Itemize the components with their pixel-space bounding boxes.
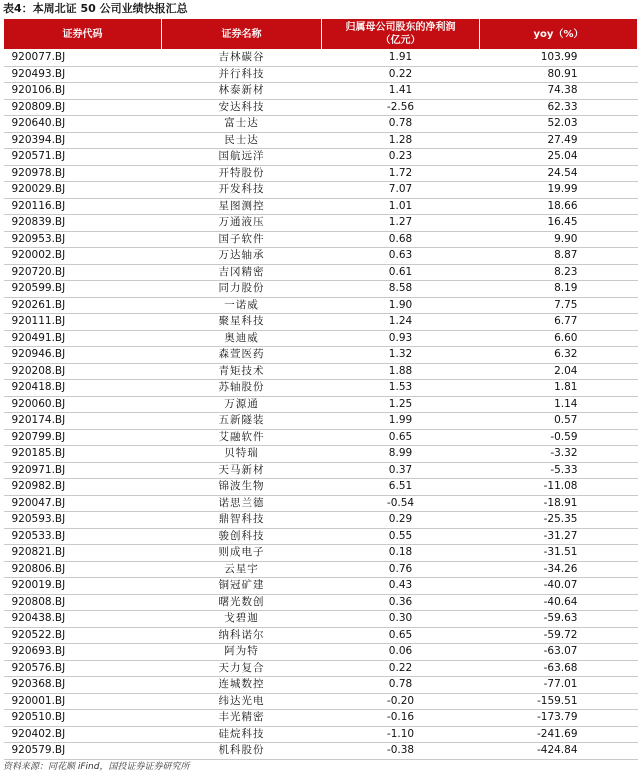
table-row (4, 743, 638, 760)
cell-code: 920402.BJ (4, 726, 162, 743)
cell-yoy: 8.87 (480, 248, 638, 265)
cell-code: 920799.BJ (4, 429, 162, 446)
table-row (4, 528, 638, 545)
cell-profit: 1.88 (322, 363, 480, 380)
cell-yoy: 1.14 (480, 396, 638, 413)
table-row (4, 545, 638, 562)
table-row (4, 627, 638, 644)
cell-profit: 0.65 (322, 429, 480, 446)
cell-name: 富士达 (162, 116, 322, 133)
cell-yoy: -18.91 (480, 495, 638, 512)
cell-name: 星图测控 (162, 198, 322, 215)
table-row (4, 413, 638, 430)
cell-code: 920185.BJ (4, 446, 162, 463)
cell-yoy: -3.32 (480, 446, 638, 463)
cell-code: 920077.BJ (4, 50, 162, 67)
cell-yoy: 2.04 (480, 363, 638, 380)
cell-yoy: -40.64 (480, 594, 638, 611)
cell-code: 920808.BJ (4, 594, 162, 611)
cell-yoy: 0.57 (480, 413, 638, 430)
cell-name: 骏创科技 (162, 528, 322, 545)
cell-profit: -0.54 (322, 495, 480, 512)
cell-name: 阿为特 (162, 644, 322, 661)
table-row (4, 314, 638, 331)
cell-code: 920111.BJ (4, 314, 162, 331)
cell-yoy: 103.99 (480, 50, 638, 67)
table-row (4, 561, 638, 578)
cell-code: 920208.BJ (4, 363, 162, 380)
cell-name: 一诺威 (162, 297, 322, 314)
cell-yoy: 8.19 (480, 281, 638, 298)
cell-profit: 1.28 (322, 132, 480, 149)
cell-profit: -2.56 (322, 99, 480, 116)
cell-profit: 1.91 (322, 50, 480, 67)
cell-profit: 0.68 (322, 231, 480, 248)
cell-name: 则成电子 (162, 545, 322, 562)
cell-name: 戈碧迦 (162, 611, 322, 628)
cell-yoy: -424.84 (480, 743, 638, 760)
cell-name: 苏轴股份 (162, 380, 322, 397)
cell-code: 920599.BJ (4, 281, 162, 298)
table-row (4, 165, 638, 182)
cell-yoy: 80.91 (480, 66, 638, 83)
table-row (4, 50, 638, 67)
table-row (4, 83, 638, 100)
cell-name: 聚星科技 (162, 314, 322, 331)
cell-yoy: 1.81 (480, 380, 638, 397)
cell-name: 并行科技 (162, 66, 322, 83)
cell-profit: 1.90 (322, 297, 480, 314)
table-row (4, 132, 638, 149)
table-row (4, 330, 638, 347)
cell-profit: -1.10 (322, 726, 480, 743)
cell-name: 天马新材 (162, 462, 322, 479)
cell-code: 920368.BJ (4, 677, 162, 694)
cell-yoy: 6.77 (480, 314, 638, 331)
cell-code: 920693.BJ (4, 644, 162, 661)
table-row (4, 479, 638, 496)
cell-profit: 0.22 (322, 66, 480, 83)
cell-yoy: 25.04 (480, 149, 638, 166)
cell-code: 920640.BJ (4, 116, 162, 133)
cell-yoy: -173.79 (480, 710, 638, 727)
cell-name: 纳科诺尔 (162, 627, 322, 644)
cell-code: 920060.BJ (4, 396, 162, 413)
cell-name: 国子软件 (162, 231, 322, 248)
cell-profit: 0.93 (322, 330, 480, 347)
cell-yoy: 52.03 (480, 116, 638, 133)
cell-profit: 0.18 (322, 545, 480, 562)
cell-name: 万达轴承 (162, 248, 322, 265)
cell-yoy: 18.66 (480, 198, 638, 215)
cell-code: 920821.BJ (4, 545, 162, 562)
table-row (4, 297, 638, 314)
cell-profit: 6.51 (322, 479, 480, 496)
cell-profit: 0.29 (322, 512, 480, 529)
cell-code: 920438.BJ (4, 611, 162, 628)
table-row (4, 396, 638, 413)
cell-code: 920946.BJ (4, 347, 162, 364)
cell-profit: 0.63 (322, 248, 480, 265)
cell-name: 开发科技 (162, 182, 322, 199)
cell-code: 920978.BJ (4, 165, 162, 182)
cell-profit: 0.37 (322, 462, 480, 479)
cell-code: 920806.BJ (4, 561, 162, 578)
cell-name: 万源通 (162, 396, 322, 413)
cell-profit: 8.58 (322, 281, 480, 298)
table-row (4, 363, 638, 380)
cell-code: 920493.BJ (4, 66, 162, 83)
cell-profit: 0.43 (322, 578, 480, 595)
cell-code: 920002.BJ (4, 248, 162, 265)
table-row (4, 512, 638, 529)
cell-name: 森萱医药 (162, 347, 322, 364)
cell-profit: 0.30 (322, 611, 480, 628)
cell-name: 开特股份 (162, 165, 322, 182)
cell-code: 920491.BJ (4, 330, 162, 347)
cell-profit: 1.27 (322, 215, 480, 232)
cell-profit: -0.16 (322, 710, 480, 727)
cell-profit: 0.55 (322, 528, 480, 545)
cell-code: 920971.BJ (4, 462, 162, 479)
cell-name: 青矩技术 (162, 363, 322, 380)
table-row (4, 726, 638, 743)
cell-name: 安达科技 (162, 99, 322, 116)
cell-profit: 0.61 (322, 264, 480, 281)
cell-name: 同力股份 (162, 281, 322, 298)
cell-name: 铜冠矿建 (162, 578, 322, 595)
cell-profit: 7.07 (322, 182, 480, 199)
cell-name: 锦波生物 (162, 479, 322, 496)
cell-profit: -0.20 (322, 693, 480, 710)
cell-yoy: 74.38 (480, 83, 638, 100)
cell-profit: 1.53 (322, 380, 480, 397)
cell-name: 天力复合 (162, 660, 322, 677)
cell-yoy: 7.75 (480, 297, 638, 314)
table-row (4, 380, 638, 397)
table-row (4, 446, 638, 463)
source-note: 资料来源：同花顺 iFind，国投证券证券研究所 (3, 762, 190, 772)
table-row (4, 281, 638, 298)
earnings-table (3, 18, 638, 760)
cell-profit: 0.78 (322, 677, 480, 694)
cell-code: 920593.BJ (4, 512, 162, 529)
table-row (4, 660, 638, 677)
cell-profit: 1.32 (322, 347, 480, 364)
cell-profit: 1.41 (322, 83, 480, 100)
cell-yoy: 27.49 (480, 132, 638, 149)
header-profit: 归属母公司股东的净利润 （亿元） (322, 19, 480, 50)
cell-code: 920533.BJ (4, 528, 162, 545)
cell-yoy: 6.60 (480, 330, 638, 347)
cell-code: 920394.BJ (4, 132, 162, 149)
cell-yoy: -241.69 (480, 726, 638, 743)
table-row (4, 644, 638, 661)
cell-profit: 1.99 (322, 413, 480, 430)
cell-name: 机科股份 (162, 743, 322, 760)
cell-name: 民士达 (162, 132, 322, 149)
cell-yoy: -63.07 (480, 644, 638, 661)
cell-yoy: -11.08 (480, 479, 638, 496)
table-row (4, 677, 638, 694)
cell-yoy: 6.32 (480, 347, 638, 364)
cell-code: 920510.BJ (4, 710, 162, 727)
cell-code: 920839.BJ (4, 215, 162, 232)
cell-code: 920001.BJ (4, 693, 162, 710)
cell-code: 920953.BJ (4, 231, 162, 248)
cell-yoy: 8.23 (480, 264, 638, 281)
cell-code: 920019.BJ (4, 578, 162, 595)
table-row (4, 215, 638, 232)
cell-code: 920720.BJ (4, 264, 162, 281)
cell-code: 920418.BJ (4, 380, 162, 397)
table-row (4, 198, 638, 215)
cell-name: 国航远洋 (162, 149, 322, 166)
table-row (4, 116, 638, 133)
cell-yoy: -34.26 (480, 561, 638, 578)
cell-yoy: -0.59 (480, 429, 638, 446)
cell-name: 诺思兰德 (162, 495, 322, 512)
cell-name: 纬达光电 (162, 693, 322, 710)
cell-name: 奥迪威 (162, 330, 322, 347)
cell-code: 920106.BJ (4, 83, 162, 100)
cell-profit: 0.23 (322, 149, 480, 166)
cell-yoy: 24.54 (480, 165, 638, 182)
cell-name: 五新隧装 (162, 413, 322, 430)
cell-yoy: -40.07 (480, 578, 638, 595)
cell-code: 920174.BJ (4, 413, 162, 430)
table-row (4, 693, 638, 710)
cell-name: 云星宇 (162, 561, 322, 578)
table-row (4, 264, 638, 281)
cell-code: 920029.BJ (4, 182, 162, 199)
cell-profit: 0.65 (322, 627, 480, 644)
table-row (4, 594, 638, 611)
table-row (4, 462, 638, 479)
cell-profit: 1.72 (322, 165, 480, 182)
header-yoy: yoy（%） (480, 19, 638, 50)
cell-code: 920116.BJ (4, 198, 162, 215)
table-row (4, 248, 638, 265)
header-code: 证券代码 (4, 19, 162, 50)
cell-name: 连城数控 (162, 677, 322, 694)
cell-profit: 1.01 (322, 198, 480, 215)
table-caption: 表4：本周北证 50 公司业绩快报汇总 (3, 2, 188, 15)
cell-yoy: 16.45 (480, 215, 638, 232)
table-row (4, 611, 638, 628)
cell-profit: 8.99 (322, 446, 480, 463)
cell-code: 920571.BJ (4, 149, 162, 166)
table-body (4, 50, 638, 760)
cell-profit: 1.24 (322, 314, 480, 331)
cell-name: 硅烷科技 (162, 726, 322, 743)
cell-name: 万通液压 (162, 215, 322, 232)
table-row (4, 66, 638, 83)
cell-yoy: -31.27 (480, 528, 638, 545)
cell-name: 曙光数创 (162, 594, 322, 611)
cell-profit: 0.76 (322, 561, 480, 578)
cell-profit: 0.36 (322, 594, 480, 611)
cell-name: 吉林碳谷 (162, 50, 322, 67)
cell-yoy: -159.51 (480, 693, 638, 710)
table-header (4, 19, 638, 50)
table-row (4, 429, 638, 446)
cell-profit: 0.06 (322, 644, 480, 661)
cell-profit: 0.78 (322, 116, 480, 133)
cell-code: 920576.BJ (4, 660, 162, 677)
table-row (4, 495, 638, 512)
cell-yoy: -77.01 (480, 677, 638, 694)
cell-profit: 0.22 (322, 660, 480, 677)
cell-name: 林泰新材 (162, 83, 322, 100)
cell-yoy: 9.90 (480, 231, 638, 248)
cell-name: 艾融软件 (162, 429, 322, 446)
cell-yoy: -59.63 (480, 611, 638, 628)
header-name: 证券名称 (162, 19, 322, 50)
cell-name: 吉冈精密 (162, 264, 322, 281)
cell-name: 鼎智科技 (162, 512, 322, 529)
table-row (4, 149, 638, 166)
cell-name: 丰光精密 (162, 710, 322, 727)
table-row (4, 182, 638, 199)
cell-code: 920522.BJ (4, 627, 162, 644)
cell-profit: 1.25 (322, 396, 480, 413)
cell-code: 920047.BJ (4, 495, 162, 512)
cell-yoy: 19.99 (480, 182, 638, 199)
table-row (4, 99, 638, 116)
table-row (4, 347, 638, 364)
cell-yoy: 62.33 (480, 99, 638, 116)
cell-yoy: -59.72 (480, 627, 638, 644)
table-row (4, 578, 638, 595)
cell-code: 920261.BJ (4, 297, 162, 314)
cell-yoy: -31.51 (480, 545, 638, 562)
table-row (4, 710, 638, 727)
cell-code: 920982.BJ (4, 479, 162, 496)
cell-yoy: -63.68 (480, 660, 638, 677)
cell-name: 贝特瑞 (162, 446, 322, 463)
cell-yoy: -5.33 (480, 462, 638, 479)
cell-yoy: -25.35 (480, 512, 638, 529)
table-row (4, 231, 638, 248)
cell-code: 920579.BJ (4, 743, 162, 760)
cell-profit: -0.38 (322, 743, 480, 760)
cell-code: 920809.BJ (4, 99, 162, 116)
